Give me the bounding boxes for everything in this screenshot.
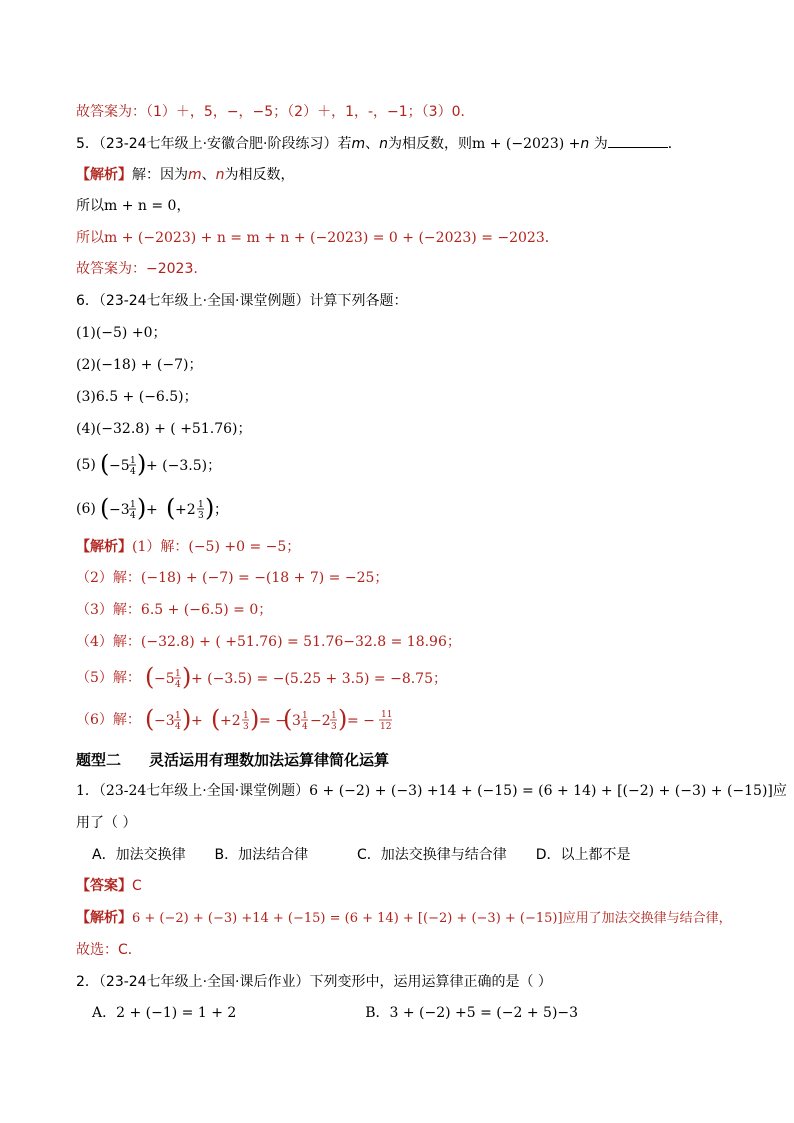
svg-text:；: ； xyxy=(214,502,229,518)
option-a: A．2 + (−1) = 1 + 2 xyxy=(92,1005,237,1021)
option-b: B．加法结合律 xyxy=(214,847,309,863)
section-heading: 题型二 灵活运用有理数加法运算律简化运算 xyxy=(76,751,390,769)
svg-text:3: 3 xyxy=(331,722,338,732)
svg-text:−5: −5 xyxy=(109,458,130,474)
svg-text:4: 4 xyxy=(130,511,137,521)
svg-text:(: ( xyxy=(283,706,293,733)
svg-text:−3: −3 xyxy=(109,502,130,518)
q6-item-6: (6) ( −3 1 4 ) + ( +2 1 3 ) ； xyxy=(76,495,229,522)
type2-question-1-options xyxy=(92,845,630,865)
svg-text:1: 1 xyxy=(331,711,338,721)
question-6: 6．（23-24七年级上·全国·课堂例题）计算下列各题： xyxy=(76,293,408,309)
q6-analysis-5-expression xyxy=(145,664,445,692)
type2-question-1: 1．（23-24七年级上·全国·课堂例题）6 + (−2) + (−3) +14 + (−15) = (6 + 14) + [(−2) + (−3) + (−15)]应 xyxy=(76,783,787,799)
svg-text:): ) xyxy=(182,706,192,733)
type2-q1-analysis: 【解析】6 + (−2) + (−3) +14 + (−15) = (6 + 14) + [(−2) + (−3) + (−15)]应用了加法交换律与结合律， xyxy=(76,910,732,926)
svg-text:−2: −2 xyxy=(310,713,332,729)
svg-text:1: 1 xyxy=(175,669,182,679)
q5-answer: 故答案为：−2023. xyxy=(76,261,198,277)
type2-q1-choice: 故选：C． xyxy=(76,942,142,958)
svg-text:1: 1 xyxy=(302,711,309,721)
question-5: 5．（23-24七年级上·安徽合肥·阶段练习）若m、n为相反数，则m + (−2023) +n 为 ． xyxy=(76,133,682,154)
svg-text:(: ( xyxy=(211,706,221,733)
svg-text:): ) xyxy=(137,451,147,478)
svg-text:1: 1 xyxy=(130,456,137,466)
q5-analysis-2: 所以m + n = 0， xyxy=(76,198,191,214)
svg-text:11: 11 xyxy=(381,710,393,720)
option-c: C．加法交换律与结合律 xyxy=(357,847,507,863)
svg-text:−3: −3 xyxy=(154,713,176,729)
q6-analysis-3: （3）解：6.5 + (−6.5) = 0； xyxy=(76,602,273,618)
q6-item-2: (2)(−18) + (−7)； xyxy=(76,357,203,373)
svg-text:(: ( xyxy=(100,451,110,478)
q6-analysis-4: （4）解：(−32.8) + ( +51.76) = 51.76−32.8 = 18.96； xyxy=(76,634,461,650)
svg-text:+ (−3.5)；: + (−3.5)； xyxy=(146,458,219,474)
svg-text:4: 4 xyxy=(175,680,182,690)
type2-question-1-cont: 用了（ ） xyxy=(76,815,137,831)
svg-text:1: 1 xyxy=(175,711,182,721)
svg-text:): ) xyxy=(338,706,348,733)
svg-text:(: ( xyxy=(145,664,155,691)
svg-text:): ) xyxy=(205,495,215,522)
svg-text:4: 4 xyxy=(175,722,182,732)
type2-q1-answer: 【答案】C xyxy=(76,878,142,894)
q6-item-1: (1)(−5) +0； xyxy=(76,325,167,341)
q6-analysis-1: 【解析】(1）解：(−5) +0 = −5； xyxy=(76,539,301,555)
svg-text:): ) xyxy=(182,664,192,691)
q6-item-4: (4)(−32.8) + ( +51.76)； xyxy=(76,421,252,437)
svg-text:4: 4 xyxy=(302,722,309,732)
q6-analysis-2: （2）解：(−18) + (−7) = −(18 + 7) = −25； xyxy=(76,570,389,586)
svg-text:+: + xyxy=(191,713,204,729)
svg-text:3: 3 xyxy=(292,713,302,729)
type2-question-2-options xyxy=(92,1003,578,1023)
svg-text:= −: = − xyxy=(259,713,288,729)
svg-text:1: 1 xyxy=(198,500,205,510)
q6-item-5: (5) ( −5 1 4 ) + (−3.5)； xyxy=(76,451,218,479)
answer-line-q4: 故答案为：（1）＋，5，−，−5；（2）＋，1，-，−1；（3）0． xyxy=(76,104,475,120)
q6-analysis-6-expression xyxy=(145,706,425,734)
option-d: D．以上都不是 xyxy=(535,847,631,863)
svg-text:+2: +2 xyxy=(175,502,196,518)
type2-question-2: 2．（23-24七年级上·全国·课后作业）下列变形中，运用运算律正确的是（ ） xyxy=(76,974,552,990)
svg-text:−5: −5 xyxy=(154,671,176,687)
q5-analysis-1: 【解析】解：因为m、n为相反数， xyxy=(76,167,295,183)
svg-text:(: ( xyxy=(166,495,176,522)
answer-blank xyxy=(608,133,668,148)
q6-analysis-6: （6）解： ( −3 1 4 ) + ( +2 1 3 ) = − ( 3 1 4 −2 1 3 ) = − 11 12 xyxy=(76,706,425,734)
svg-text:1: 1 xyxy=(130,500,137,510)
q6-item-5-expression xyxy=(100,451,218,479)
svg-text:+: + xyxy=(146,502,159,518)
svg-text:+ (−3.5) = −(5.25 + 3.5) = −8.: + (−3.5) = −(5.25 + 3.5) = −8.75； xyxy=(191,671,446,687)
option-a: A．加法交换律 xyxy=(92,847,186,863)
svg-text:3: 3 xyxy=(198,511,205,521)
q6-item-3: (3)6.5 + (−6.5)； xyxy=(76,389,198,405)
q6-item-6-expression xyxy=(100,495,230,523)
svg-text:12: 12 xyxy=(380,722,392,732)
svg-text:= −: = − xyxy=(347,713,376,729)
svg-text:1: 1 xyxy=(243,711,250,721)
svg-text:(: ( xyxy=(145,706,155,733)
q5-analysis-3: 所以m + (−2023) + n = m + n + (−2023) = 0 + (−2023) = −2023． xyxy=(76,230,559,246)
svg-text:+2: +2 xyxy=(220,713,242,729)
svg-text:3: 3 xyxy=(243,722,250,732)
svg-text:(: ( xyxy=(100,495,110,522)
svg-text:): ) xyxy=(250,706,260,733)
q6-analysis-5: （5）解： ( −5 1 4 ) + (−3.5) = −(5.25 + 3.5) = −8.75； xyxy=(76,664,446,691)
svg-text:4: 4 xyxy=(130,467,137,477)
svg-text:): ) xyxy=(137,495,147,522)
option-b: B．3 + (−2) +5 = (−2 + 5)−3 xyxy=(365,1005,579,1021)
